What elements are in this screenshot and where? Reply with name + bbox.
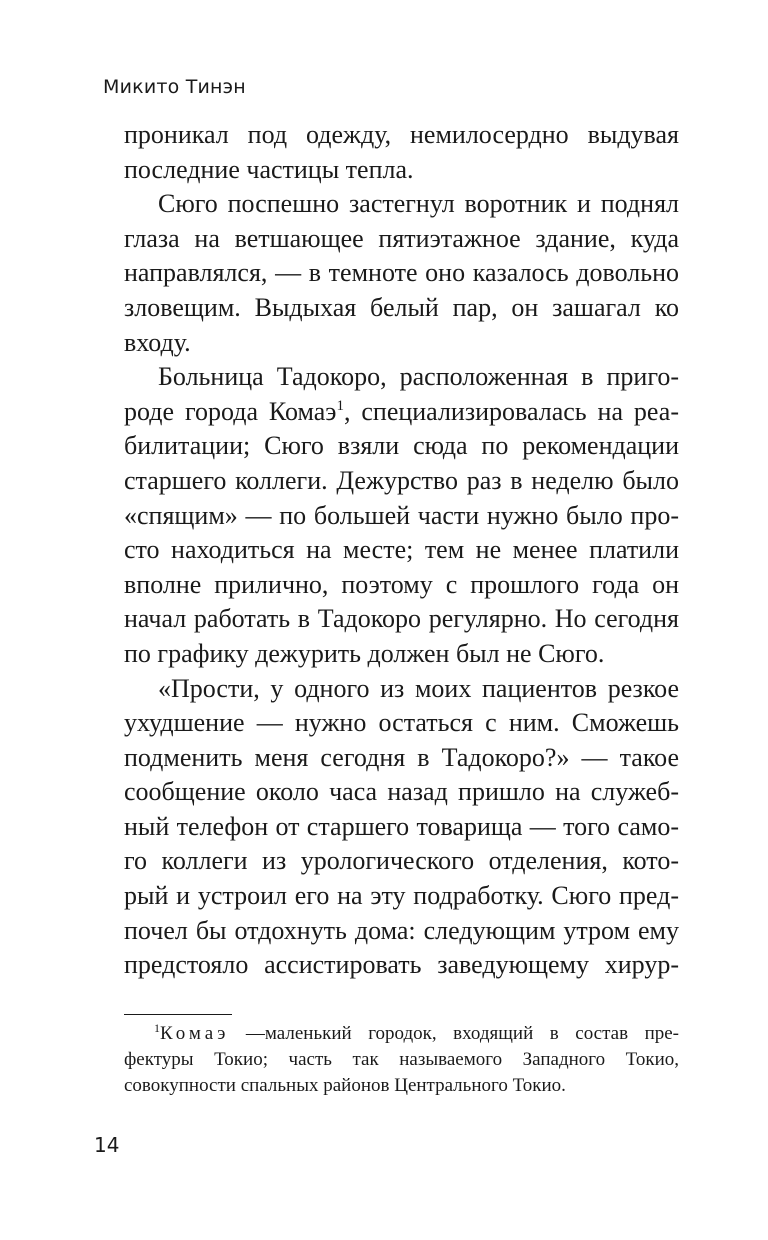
text-line: подменить меня сегодня в Тадокоро?» — такое [124, 742, 679, 772]
footnote-marker: 1 [154, 1021, 160, 1035]
text-line: проникал под одежду, немилосердно выдувая [124, 120, 679, 149]
text-line: последние частицы тепла. [124, 154, 414, 184]
text-line: сто находиться на месте; тем не менее платили [124, 535, 679, 565]
text-line: Больница Тадокоро, расположенная в приго- [158, 362, 679, 392]
text-line: ный телефон от старшего товарища — того само- [124, 811, 679, 841]
text-line: начал работать в Тадокоро регулярно. Но сегодня [124, 604, 679, 634]
text-line: по графику дежурить должен был не Сюго. [124, 638, 605, 668]
text-line: старшего коллеги. Дежурство раз в неделю было [124, 465, 679, 495]
text-line: «спящим» — по большей части нужно было про- [124, 500, 679, 530]
paragraph-4 [124, 672, 679, 983]
text-line: почел бы отдохнуть дома: следующим утром ему [124, 915, 679, 945]
footnote-divider [124, 1014, 232, 1015]
footnote-reference[interactable]: 1 [336, 397, 344, 414]
page-number: 14 [94, 1133, 120, 1157]
text-line: зловещим. Выдыхая белый пар, он зашагал ко [124, 292, 679, 322]
text-line: го коллеги из урологического отделения, кото- [124, 846, 679, 876]
text-line: предстояло ассистировать заведующему хирур- [124, 950, 679, 980]
footnote-line [124, 1021, 679, 1047]
body-text [124, 118, 679, 983]
running-head: Микито Тинэн [103, 76, 246, 98]
text-line: глаза на ветшающее пятиэтажное здание, куда [124, 223, 679, 253]
text-line: входу. [124, 327, 191, 357]
text-segment: роде города Комаэ [124, 396, 337, 426]
text-line: «Прости, у одного из моих пациентов резкое [158, 673, 679, 703]
footnote [124, 1021, 679, 1099]
text-line: направлялся, — в темноте оно казалось довольно [124, 258, 679, 288]
text-line: Сюго поспешно застегнул воротник и поднял [158, 189, 679, 219]
text-line: сообщение около часа назад пришло на служеб- [124, 777, 679, 807]
paragraph-2 [124, 187, 679, 360]
text-segment: , специализировалась на реа- [343, 396, 679, 426]
footnote-text: —маленький городок, входящий в состав пре- [229, 1023, 679, 1044]
footnote-term: Комаэ [160, 1023, 230, 1044]
text-line-with-footnote-ref [124, 395, 679, 430]
text-line: ухудшение — нужно остаться с ним. Сможешь [124, 708, 679, 738]
footnote-line: фектуры Токио; часть так называемого Западного Токио, [124, 1049, 679, 1070]
footnote-line: совокупности спальных районов Центрального Токио. [124, 1075, 566, 1096]
paragraph-3 [124, 360, 679, 671]
text-line: билитации; Сюго взяли сюда по рекомендации [124, 431, 679, 461]
text-line: рый и устроил его на эту подработку. Сюго пред- [124, 881, 679, 911]
paragraph-1 [124, 118, 679, 187]
text-line: вполне прилично, поэтому с прошлого года он [124, 569, 679, 599]
